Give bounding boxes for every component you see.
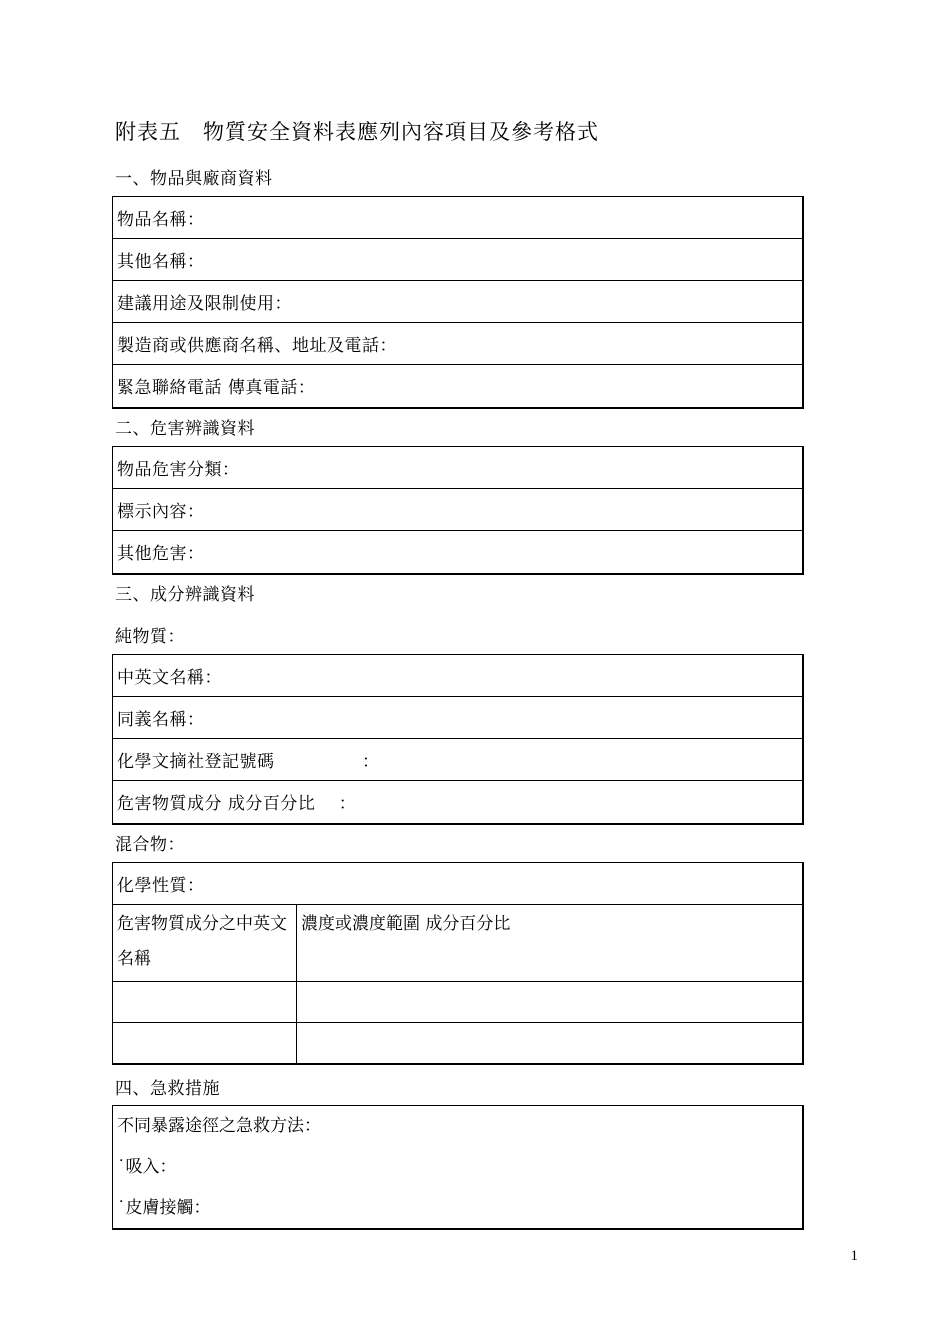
section-1-table (112, 196, 804, 409)
section-3-heading: 三、成分辨識資料 (115, 585, 255, 605)
section-4-heading: 四、急救措施 (115, 1079, 220, 1099)
section-2-heading: 二、危害辨識資料 (115, 419, 255, 439)
table-row: 其他危害： (117, 544, 205, 564)
table-row: 製造商或供應商名稱、地址及電話： (113, 323, 802, 365)
table-row: 標示內容： (113, 489, 802, 531)
first-aid-line: ˙吸入： (117, 1157, 177, 1177)
table-row: 同義名稱： (113, 697, 802, 739)
table-row: 物品危害分類： (113, 447, 802, 489)
table-cell (113, 1015, 297, 1063)
mixture-label: 混合物： (115, 835, 185, 855)
table-row (113, 1023, 802, 1063)
pure-substance-label: 純物質： (115, 627, 185, 647)
first-aid-line: 不同暴露途徑之急救方法： (117, 1116, 321, 1136)
table-row: 緊急聯絡電話 傳真電話： (117, 378, 316, 398)
page-title: 附表五 物質安全資料表應列內容項目及參考格式 (115, 120, 599, 144)
table-row: 建議用途及限制使用： (113, 281, 802, 323)
pure-substance-table (112, 654, 804, 825)
table-row: 危害物質成分 成分百分比 ： (117, 794, 357, 814)
table-header-cell: 濃度或濃度範圍 成分百分比 (301, 914, 511, 934)
page-number: 1 (850, 1248, 858, 1264)
section-2-table (112, 446, 804, 575)
first-aid-line: ˙皮膚接觸： (117, 1198, 211, 1218)
table-row: 其他名稱： (113, 239, 802, 281)
table-row: 化學文摘社登記號碼 ： (113, 739, 802, 781)
first-aid-cell (113, 1106, 802, 1229)
section-1-heading: 一、物品與廠商資料 (115, 169, 273, 189)
table-row: 中英文名稱： (113, 655, 802, 697)
first-aid-table (112, 1105, 804, 1230)
table-row (113, 905, 802, 982)
table-header-cell: 危害物質成分之中英文名稱 (113, 905, 297, 981)
mixture-table (112, 862, 804, 1065)
table-row: 化學性質： (113, 863, 802, 905)
table-cell (297, 1015, 802, 1063)
table-row: 物品名稱： (113, 197, 802, 239)
